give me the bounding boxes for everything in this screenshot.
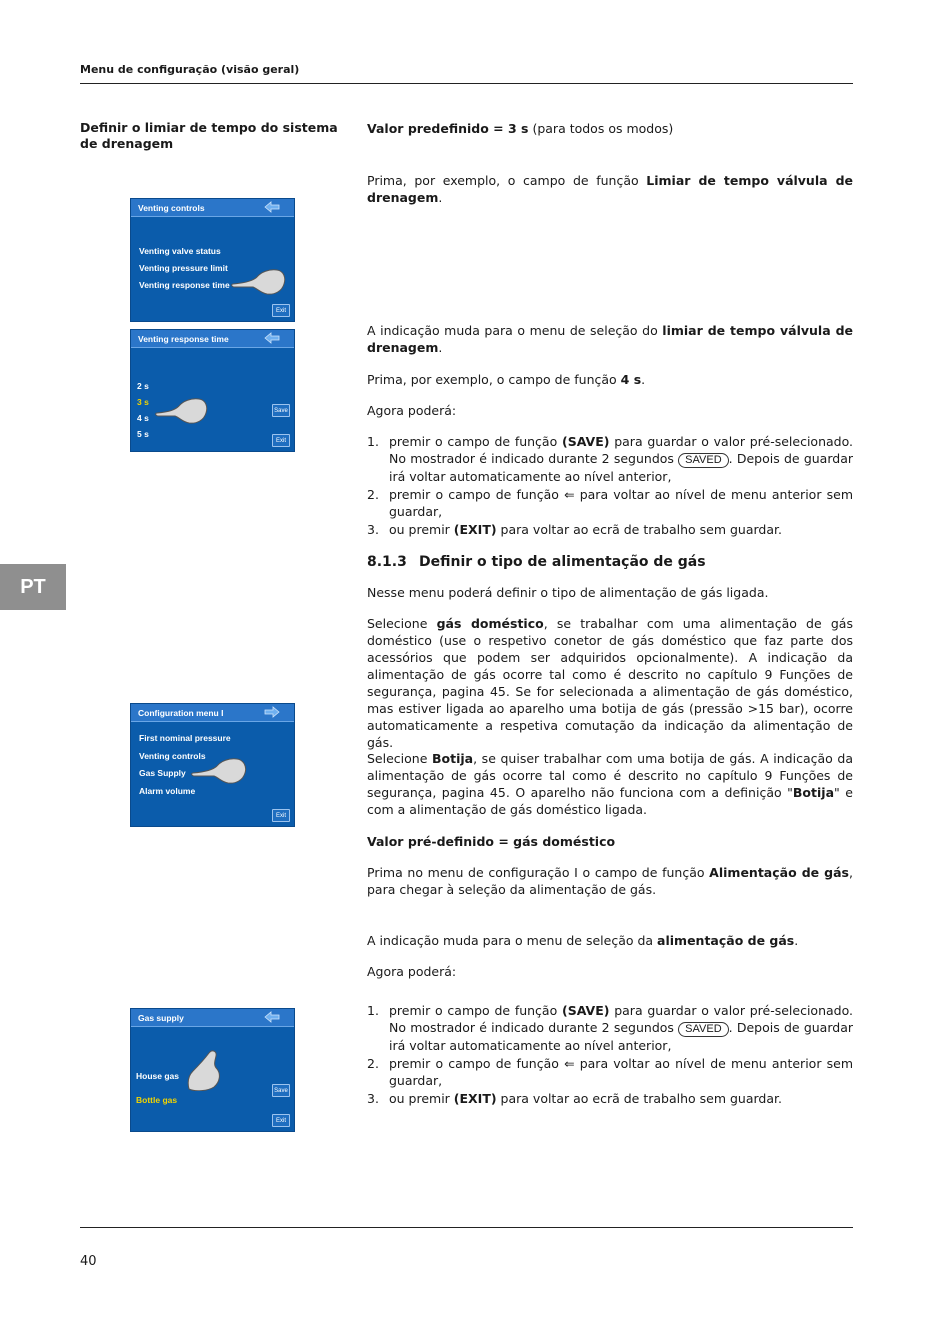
back-arrow-icon[interactable] — [264, 201, 280, 213]
pointing-hand-icon — [231, 265, 287, 297]
screen-venting-response-time — [130, 329, 295, 452]
step-text: para voltar ao ecrã de trabalho sem guardar. — [496, 522, 782, 537]
forward-arrow-icon[interactable] — [264, 706, 280, 718]
exit-button[interactable]: Exit — [272, 434, 290, 447]
section-heading — [367, 554, 706, 570]
step-text: premir o campo de função — [389, 434, 562, 449]
default-label: Valor predefinido = 3 s — [367, 121, 529, 136]
press2-post: . — [641, 372, 646, 387]
step-bold: (SAVE) — [562, 434, 610, 449]
step-number: 1. — [367, 1003, 379, 1018]
menu-item-first-nominal-pressure[interactable]: First nominal pressure — [139, 733, 231, 743]
screen-title: Gas supply — [138, 1013, 184, 1023]
now-you-can-1: Agora poderá: — [367, 403, 457, 418]
step-text: ou premir — [389, 522, 454, 537]
saved-indicator: SAVED — [678, 1022, 728, 1037]
menu-item-venting-pressure-limit[interactable]: Venting pressure limit — [139, 263, 228, 273]
step-text: ou premir — [389, 1091, 454, 1106]
steps-list-1 — [367, 433, 853, 539]
bottle-gas-paragraph — [367, 750, 853, 818]
step-item — [367, 1090, 853, 1107]
indic2-post: . — [794, 933, 799, 948]
house-post: , se trabalhar com uma alimentação de gás doméstico (use o respetivo conetor de gás doméstico que faz parte dos acessórios que podem ser adquiridos opcionalmente). A indicação da alimentação de gás ocorre tal como é descrito no capítulo 9 Funções de segurança, pagina 45. Se for selecionada a alimentação de gás doméstico, mas estiver ligada ao aparelho uma botija de gás (pressão >15 bar), ocorre automaticamente a respetiva comutação da indicação da alimentação de gás. — [367, 616, 853, 750]
option-bottle-gas[interactable]: Bottle gas — [136, 1095, 178, 1105]
indic2-pre: A indicação muda para o menu de seleção da — [367, 933, 658, 948]
back-arrow-icon[interactable] — [264, 1011, 280, 1023]
menu-item-venting-controls[interactable]: Venting controls — [139, 751, 206, 761]
step-number: 3. — [367, 1091, 379, 1106]
default-value-line — [367, 120, 853, 137]
indication-1 — [367, 322, 853, 356]
back-arrow-icon[interactable] — [264, 332, 280, 344]
step-number: 2. — [367, 1056, 379, 1071]
screen-titlebar — [131, 1009, 294, 1027]
step-number: 3. — [367, 522, 379, 537]
pointing-hand-icon — [191, 754, 249, 786]
press3-pre: Prima no menu de configuração I o campo de função — [367, 865, 710, 880]
step-bold: (EXIT) — [453, 522, 497, 537]
step-text: para voltar ao ecrã de trabalho sem guardar. — [496, 1091, 782, 1106]
house-pre: Selecione — [367, 616, 437, 631]
screen-title: Configuration menu I — [138, 708, 224, 718]
bottle-post: " e com a alimentação de gás doméstico ligada. — [367, 785, 853, 817]
menu-item-alarm-volume[interactable]: Alarm volume — [139, 786, 196, 796]
option-3s[interactable]: 3 s — [137, 397, 149, 407]
press-instruction-1 — [367, 172, 853, 206]
screen-title: Venting controls — [138, 203, 205, 213]
option-2s[interactable]: 2 s — [137, 381, 149, 391]
screen-titlebar — [131, 199, 294, 217]
step-text: para guardar o valor pré-selecionado. No mostrador é indicado durante 2 segundos — [389, 434, 853, 466]
indic1-post: . — [438, 340, 443, 355]
option-5s[interactable]: 5 s — [137, 429, 149, 439]
screen-titlebar — [131, 704, 294, 722]
bottle-bold: Botija — [432, 751, 474, 766]
menu-item-gas-supply[interactable]: Gas Supply — [139, 768, 186, 778]
step-text: premir o campo de função ⇐ para voltar ao nível de menu anterior sem guardar, — [389, 487, 853, 519]
indic1-bold: limiar de tempo válvula de drenagem — [367, 323, 853, 355]
indication-2 — [367, 932, 853, 949]
step-number: 1. — [367, 434, 379, 449]
option-house-gas[interactable]: House gas — [136, 1071, 179, 1081]
press1-post: . — [438, 190, 443, 205]
menu-item-venting-valve-status[interactable]: Venting valve status — [139, 246, 221, 256]
exit-button[interactable]: Exit — [272, 1114, 290, 1127]
step-item — [367, 486, 853, 520]
menu-item-venting-response-time[interactable]: Venting response time — [139, 280, 230, 290]
step-number: 2. — [367, 487, 379, 502]
pointing-hand-icon — [155, 396, 209, 426]
step-item — [367, 521, 853, 538]
press1-bold: Limiar de tempo válvula de drenagem — [367, 173, 853, 205]
steps-list-2 — [367, 1002, 853, 1108]
house-bold: gás doméstico — [436, 616, 544, 631]
saved-indicator: SAVED — [678, 453, 728, 468]
exit-button[interactable]: Exit — [272, 809, 290, 822]
step-item — [367, 1055, 853, 1089]
press1-pre: Prima, por exemplo, o campo de função — [367, 173, 647, 188]
step-bold: (SAVE) — [562, 1003, 610, 1018]
default-value-2: Valor pré-definido = gás doméstico — [367, 834, 616, 849]
step-text: premir o campo de função — [389, 1003, 562, 1018]
screen-configuration-menu — [130, 703, 295, 827]
step-item — [367, 1002, 853, 1054]
exit-button[interactable]: Exit — [272, 304, 290, 317]
screen-gas-supply — [130, 1008, 295, 1132]
left-heading: Definir o limiar de tempo do sistema de drenagem — [80, 120, 338, 151]
step-text: premir o campo de função ⇐ para voltar ao nível de menu anterior sem guardar, — [389, 1056, 853, 1088]
press-instruction-3 — [367, 864, 853, 898]
press2-pre: Prima, por exemplo, o campo de função — [367, 372, 621, 387]
now-you-can-2: Agora poderá: — [367, 964, 457, 979]
step-text: . Depois de guardar irá voltar automaticamente ao nível anterior, — [389, 1020, 853, 1053]
running-header: Menu de configuração (visão geral) — [80, 63, 300, 76]
screen-titlebar — [131, 330, 294, 348]
screen-venting-controls — [130, 198, 295, 322]
indic1-pre: A indicação muda para o menu de seleção do — [367, 323, 663, 338]
page-number: 40 — [80, 1254, 97, 1269]
step-item — [367, 433, 853, 485]
press3-bold: Alimentação de gás — [709, 865, 849, 880]
bottle-pre: Selecione — [367, 751, 432, 766]
screen-title: Venting response time — [138, 334, 229, 344]
step-text: . Depois de guardar irá voltar automaticamente ao nível anterior, — [389, 451, 853, 484]
section-number: 8.1.3 — [367, 554, 407, 570]
section-title: Definir o tipo de alimentação de gás — [419, 554, 706, 570]
step-bold: (EXIT) — [453, 1091, 497, 1106]
press-instruction-2 — [367, 371, 853, 388]
bottle-mid: , se quiser trabalhar com uma botija de gás. A indicação da alimentação de gás ocorre tal como é descrito no capítulo 9 Funções de segurança, pagina 45. O aparelho não funciona com a definição " — [367, 751, 853, 800]
step-text: para guardar o valor pré-selecionado. No mostrador é indicado durante 2 segundos — [389, 1003, 853, 1035]
pointing-hand-icon — [183, 1049, 223, 1091]
press3-post: , para chegar à seleção da alimentação de gás. — [367, 865, 853, 897]
save-button[interactable]: Save — [272, 1084, 290, 1097]
header-rule — [80, 83, 853, 84]
default-suffix: (para todos os modos) — [528, 121, 674, 136]
indic2-bold: alimentação de gás — [657, 933, 795, 948]
bottle-bold2: Botija — [792, 785, 835, 800]
gas-intro: Nesse menu poderá definir o tipo de alimentação de gás ligada. — [367, 585, 769, 600]
option-4s[interactable]: 4 s — [137, 413, 149, 423]
house-gas-paragraph — [367, 615, 853, 751]
footer-rule — [80, 1227, 853, 1228]
press2-bold: 4 s — [620, 372, 642, 387]
save-button[interactable]: Save — [272, 404, 290, 417]
language-tab: PT — [0, 564, 66, 610]
